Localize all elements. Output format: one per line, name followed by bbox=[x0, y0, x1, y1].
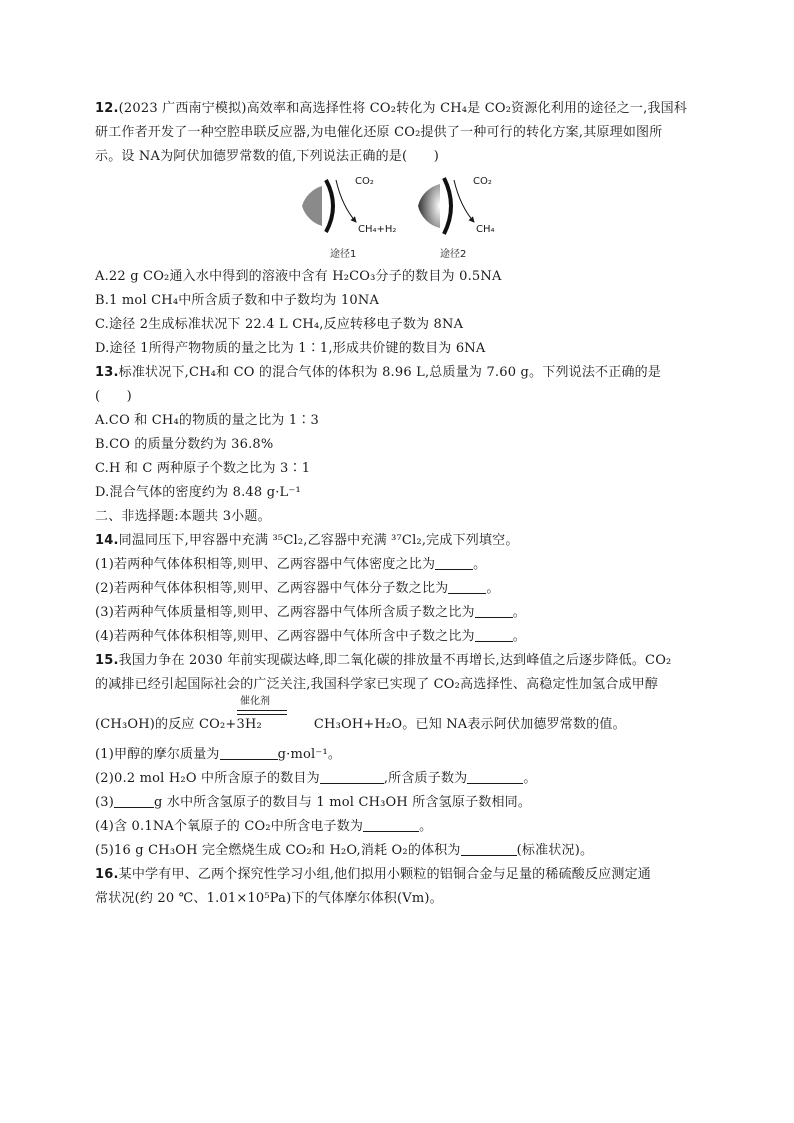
section-2-heading: 二、非选择题:本题共 3小题。 bbox=[95, 509, 271, 524]
q14-blank-4[interactable] bbox=[475, 628, 513, 642]
q14-stem: 14.同温同压下,甲容器中充满 ³⁵Cl₂,乙容器中充满 ³⁷Cl₂,完成下列填空。 bbox=[95, 533, 519, 548]
path2-product: CH₄ bbox=[476, 224, 495, 235]
q13-line-1: 13.标准状况下,CH₄和 CO 的混合气体的体积为 8.96 L,总质量为 7.60 g。下列说法不正确的是 bbox=[95, 365, 662, 380]
q14-part-1: (1)若两种气体体积相等,则甲、乙两容器中气体密度之比为 。 bbox=[95, 557, 487, 572]
reactor-1-cavity bbox=[302, 186, 322, 226]
q12-option-b: B.1 mol CH₄中所含质子数和中子数均为 10NA bbox=[95, 293, 380, 308]
q15-part-4: (4)含 0.1NA个氧原子的 CO₂中所含电子数为 。 bbox=[95, 819, 433, 834]
q14-blank-2[interactable] bbox=[448, 580, 486, 594]
q15-blank-5[interactable] bbox=[363, 818, 419, 832]
q13-number: 13. bbox=[95, 365, 119, 380]
path1-label: 途径1 bbox=[330, 249, 357, 260]
path2-label: 途径2 bbox=[440, 249, 467, 260]
q14-blank-1[interactable] bbox=[435, 556, 473, 570]
reaction-equals-sign bbox=[237, 710, 287, 715]
q14-blank-3[interactable] bbox=[475, 604, 513, 618]
q15-blank-1[interactable] bbox=[220, 746, 278, 760]
q15-part-5: (5)16 g CH₃OH 完全燃烧生成 CO₂和 H₂O,消耗 O₂的体积为 (标准状况)。 bbox=[95, 843, 594, 858]
q12-option-a: A.22 g CO₂通入水中得到的溶液中含有 H₂CO₃分子的数目为 0.5NA bbox=[95, 269, 502, 284]
q14-part-2: (2)若两种气体体积相等,则甲、乙两容器中气体分子数之比为 。 bbox=[95, 581, 500, 596]
q12-option-c: C.途径 2生成标准状况下 22.4 L CH₄,反应转移电子数为 8NA bbox=[95, 317, 464, 332]
q15-line-3: (CH₃OH)的反应 CO₂+3H₂ CH₃OH+H₂O。已知 NA表示阿伏加德罗常数的值。 bbox=[95, 717, 626, 732]
q13-option-a: A.CO 和 CH₄的物质的量之比为 1∶3 bbox=[95, 413, 319, 428]
q15-number: 15. bbox=[95, 653, 119, 668]
q13-line-2: ( ) bbox=[95, 389, 132, 404]
q15-part-3: (3) g 水中所含氢原子的数目与 1 mol CH₃OH 所含氢原子数相同。 bbox=[95, 795, 532, 810]
reactor-1-shell bbox=[326, 180, 333, 232]
reactor-2-shell bbox=[444, 178, 451, 234]
q12-option-d: D.途径 1所得产物物质的量之比为 1∶1,形成共价键的数目为 6NA bbox=[95, 341, 486, 356]
q16-line-2: 常状况(约 20 ℃、1.01×10⁵Pa)下的气体摩尔体积(Vm)。 bbox=[95, 891, 443, 906]
q14-part-3: (3)若两种气体质量相等,则甲、乙两容器中气体所含质子数之比为 。 bbox=[95, 605, 526, 620]
path1-products: CH₄+H₂ bbox=[358, 224, 397, 235]
q14-part-4: (4)若两种气体体积相等,则甲、乙两容器中气体所含中子数之比为 。 bbox=[95, 629, 526, 644]
q16-number: 16. bbox=[95, 867, 119, 882]
q15-part-1: (1)甲醇的摩尔质量为 g·mol⁻¹。 bbox=[95, 747, 342, 762]
q12-line-3: 示。设 NA为阿伏加德罗常数的值,下列说法正确的是( ) bbox=[95, 149, 439, 164]
path2-reactant: CO₂ bbox=[473, 176, 492, 187]
path1-reactant: CO₂ bbox=[355, 176, 374, 187]
q15-blank-3[interactable] bbox=[467, 770, 523, 784]
q14-number: 14. bbox=[95, 533, 119, 548]
reactor-1-arrow bbox=[336, 180, 356, 222]
q15-line-2: 的减排已经引起国际社会的广泛关注,我国科学家已实现了 CO₂高选择性、高稳定性加氢合成甲醇 bbox=[95, 677, 659, 692]
catalyst-label: 催化剂 bbox=[240, 696, 270, 707]
q13-option-b: B.CO 的质量分数约为 36.8% bbox=[95, 437, 274, 452]
q16-line-1: 16.某中学有甲、乙两个探究性学习小组,他们拟用小颗粒的铝铜合金与足量的稀硫酸反应测定通 bbox=[95, 867, 651, 882]
q13-option-d: D.混合气体的密度约为 8.48 g·L⁻¹ bbox=[95, 485, 301, 500]
q15-blank-4[interactable] bbox=[114, 794, 154, 808]
q12-number: 12. bbox=[95, 101, 119, 116]
reactor-2-cavity bbox=[418, 184, 440, 228]
q15-blank-2[interactable] bbox=[320, 770, 384, 784]
q15-line-1: 15.我国力争在 2030 年前实现碳达峰,即二氧化碳的排放量不再增长,达到峰值之后逐步降低。CO₂ bbox=[95, 653, 672, 668]
q15-blank-6[interactable] bbox=[461, 842, 517, 856]
q12-line-2: 研工作者开发了一种空腔串联反应器,为电催化还原 CO₂提供了一种可行的转化方案,其原理如图所 bbox=[95, 125, 663, 140]
q13-option-c: C.H 和 C 两种原子个数之比为 3∶1 bbox=[95, 461, 311, 476]
reactor-2-arrow bbox=[454, 180, 474, 222]
q12-line-1: 12.(2023 广西南宁模拟)高效率和高选择性将 CO₂转化为 CH₄是 CO₂资源化利用的途径之一,我国科 bbox=[95, 101, 688, 116]
q15-part-2: (2)0.2 mol H₂O 中所含原子的数目为 ,所含质子数为 。 bbox=[95, 771, 537, 786]
